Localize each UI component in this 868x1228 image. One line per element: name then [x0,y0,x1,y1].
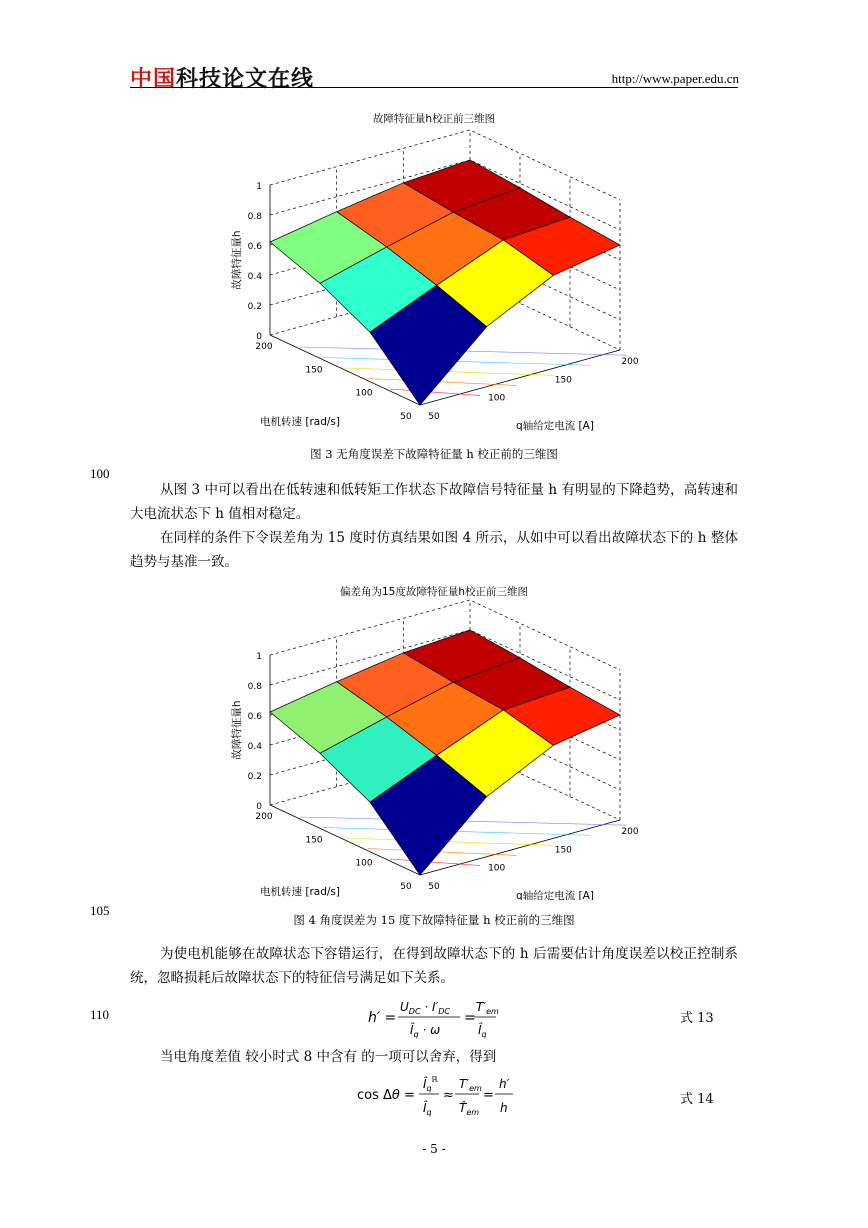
z-tick-label: 0.6 [247,242,262,252]
equation-13-label: 式 13 [680,1011,714,1026]
svg-text:h′ =: h′ = [368,1010,397,1026]
z-tick-label: 0.8 [247,682,262,692]
paragraph: 从图 3 中可以看出在低转速和低转矩工作状态下故障信号特征量 h 有明显的下降趋势，高转速和大电流状态下 h 值相对稳定。 [130,482,738,522]
svg-text:=: = [483,1088,494,1103]
x-tick-label: 50 [400,412,412,422]
svg-text:Îq: $Î_q$ [423,1101,432,1117]
x-tick-label: 150 [305,835,323,846]
header-url[interactable]: http://www.paper.edu.cn [611,71,739,86]
y-axis-label: q轴给定电流 [A] [516,890,594,900]
z-tick-label: 0.2 [247,772,262,782]
z-tick-label: 0.2 [247,302,262,312]
z-tick-label: 0.8 [247,212,262,222]
x-tick-label: 100 [355,388,373,399]
z-axis-label: 故障特征量h [231,700,243,760]
x-tick-label: 200 [255,342,273,352]
svg-text:h: h [500,1101,508,1115]
x-tick-label: 200 [255,812,273,822]
equation-14 [355,1068,525,1122]
svg-text:cos Δθ =: cos Δθ = [357,1088,415,1103]
y-tick-label: 150 [554,845,572,856]
z-tick-label: 0.4 [247,272,262,282]
y-tick-label: 200 [621,827,639,837]
figure-3-caption: 图 3 无角度误差下故障特征量 h 校正前的三维图 [310,447,558,461]
svg-text:=: = [464,1010,476,1026]
figure-4-plot [0,470,868,900]
y-tick-label: 200 [621,357,639,367]
y-tick-label: 150 [554,375,572,386]
paragraph: 在同样的条件下令误差角为 15 度时仿真结果如图 4 所示，从如中可以看出故障状态下的 h 整体趋势与基准一致。 [130,530,738,570]
y-axis-label: q轴给定电流 [A] [516,420,594,432]
equation-13 [360,994,500,1040]
x-tick-label: 150 [305,365,323,376]
svg-text:UDC · I′DC: $U_{DC} \cdot I'_{DC}$ [400,1000,451,1016]
paragraph-block-3 [130,1045,738,1069]
line-number: 100 [90,466,110,481]
z-axis-label: 故障特征量h [231,230,243,290]
x-axis-label: 电机转速 [rad/s] [260,886,340,898]
svg-text:T̂em: $T̂_{em}$ [459,1101,480,1117]
svg-text:Îq: $Î_q$ [478,1023,487,1039]
x-tick-label: 100 [355,858,373,869]
svg-text:Îq · ω: $Î_q \cdot \omega$ [410,1023,441,1039]
y-tick-label: 50 [428,882,440,892]
y-tick-label: 100 [488,863,506,874]
figure-3-title: 故障特征量h校正前三维图 [372,113,496,125]
equation-14-label: 式 14 [680,1092,714,1107]
svg-text:h′: h′ [499,1077,510,1091]
z-tick-label: 0 [256,802,262,812]
y-tick-label: 50 [428,412,440,422]
z-tick-label: 1 [256,652,262,662]
svg-text:T′em: $T'_{em}$ [476,1000,499,1016]
z-tick-label: 0.6 [247,712,262,722]
page-number: - 5 - [422,1142,446,1156]
svg-text:Îqℝ: $Î_q^ℝ$ [423,1075,438,1093]
figure-4-caption: 图 4 角度误差为 15 度下故障特征量 h 校正前的三维图 [293,913,575,927]
z-tick-label: 0.4 [247,742,262,752]
y-tick-label: 100 [488,393,506,404]
figure-3-plot [0,0,868,460]
z-tick-label: 1 [256,182,262,192]
x-axis-label: 电机转速 [rad/s] [260,416,340,428]
paragraph: 为使电机能够在故障状态下容错运行，在得到故障状态下的 h 后需要估计角度误差以校正控制系统，忽略损耗后故障状态下的特征信号满足如下关系。 [130,946,738,986]
svg-text:T′em: $T'_{em}$ [459,1077,482,1093]
paragraph-block-2 [130,942,738,990]
line-number: 110 [90,1007,110,1022]
line-number: 105 [90,903,110,918]
svg-text:≈: ≈ [443,1088,454,1103]
paragraph: 当电角度差值 较小时式 8 中含有 的一项可以舍弃，得到 [160,1049,497,1065]
figure-4-title: 偏差角为15度故障特征量h校正前三维图 [339,586,528,598]
z-tick-label: 0 [256,332,262,342]
journal-logo: 中国科技论文在线 [130,67,315,92]
x-tick-label: 50 [400,882,412,892]
